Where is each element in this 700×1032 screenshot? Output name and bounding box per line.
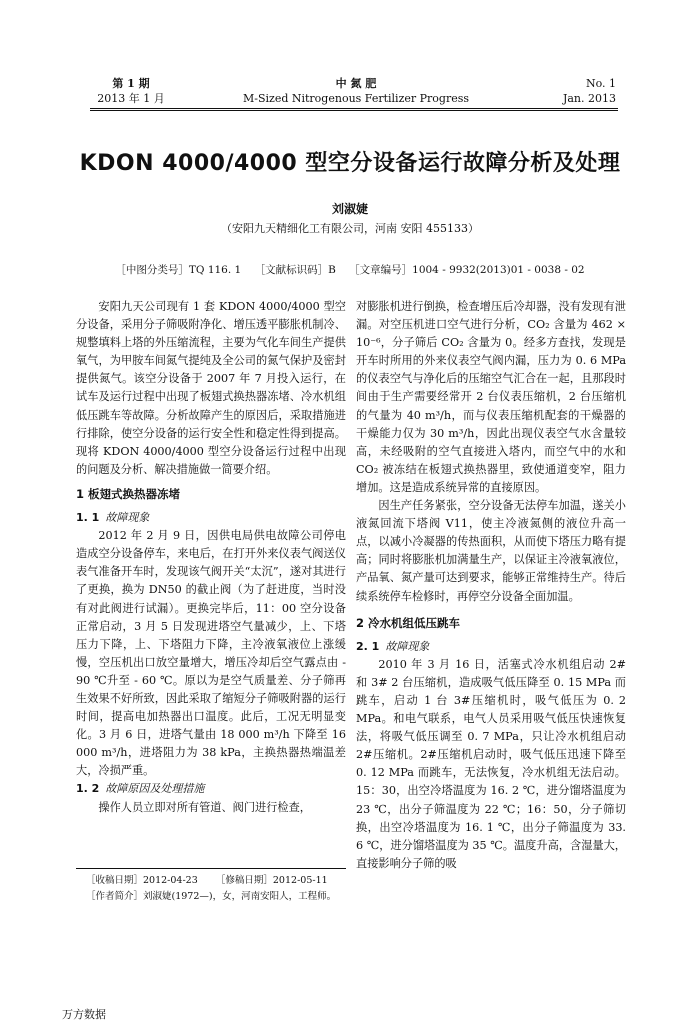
measure-paragraph: 因生产任务紧张，空分设备无法停车加温，遂关小液氮回流下塔阀 V11，使主冷液氮侧的液位升高一点，以减小冷凝器的传热面积，从而使下塔压力略有提高；同时将膨胀机加满量生产，以保证主冷液氧液位，产品氧、氮产量可达到要求，能够正常维持生产。待后续系统停车检修时，再停空分设备全面加温。 — [356, 499, 626, 603]
classification-line: ［中图分类号］TQ 116. 1 ［文献标识码］B ［文章编号］1004 - 9932(2013)01 - 0038 - 02 — [115, 264, 585, 276]
footnote-dates: ［收稿日期］2012-04-23 ［修稿日期］2012-05-11 — [86, 875, 328, 886]
header-left — [96, 76, 166, 106]
issue-number: 第 1 期 — [112, 77, 150, 90]
section-2-1-heading — [356, 638, 626, 656]
section-1-1-title: 故障现象 — [105, 511, 150, 525]
section-2-heading: 2 冷水机组低压跳车 — [356, 615, 461, 630]
section-1-2-heading — [76, 780, 346, 798]
affiliation: （安阳九天精细化工有限公司，河南 安阳 455133） — [221, 222, 479, 235]
section-1-1-heading — [76, 509, 346, 527]
journal-title-cn: 中 氮 肥 — [335, 77, 377, 90]
issue-month-en: Jan. 2013 — [562, 92, 616, 105]
header-rule-2 — [90, 110, 618, 111]
header-rule — [90, 108, 618, 109]
watermark-footer: 万方数据 — [62, 1008, 106, 1021]
header-center — [226, 76, 486, 106]
intro-paragraph: 安阳九天公司现有 1 套 KDON 4000/4000 型空分设备，采用分子筛吸附净化、增压透平膨胀机制冷、规整填料上塔的外压缩流程，主要为气化车间生产提供氧气，为甲胺车间氮气提纯及全公司的氮气保护及密封提供氮气。该空分设备于 2007 年 7 月投入运行，在试车及运行过程中出现了板翅式换热器冻堵、冷水机组低压跳车等故障。分析故障产生的原因后，采取措施进行排除，使空分设备的运行安全性和稳定性得到提高。现将 KDON 4000/4000 型空分设备运行过程中出现的问题及分析、解决措施做一简要介绍。 — [76, 300, 346, 476]
section-2-1-number: 2. 1 — [356, 639, 380, 653]
footnote-rule — [76, 868, 346, 869]
journal-title-en: M-Sized Nitrogenous Fertilizer Progress — [242, 92, 470, 105]
section-1-2-title: 故障原因及处理措施 — [105, 782, 205, 796]
article-title: KDON 4000/4000 型空分设备运行故障分析及处理 — [79, 151, 621, 176]
cause-paragraph: 对膨胀机进行倒换，检查增压后冷却器，没有发现有泄漏。对空压机进口空气进行分析，CO₂ 含量为 462 × 10⁻⁶，分子筛后 CO₂ 含量为 0。经多方查找，发现是开车时所用的外来仪表空气阀内漏，压力为 0. 6 MPa 的仪表空气与净化后的压缩空气汇合在一起，且那段时间由于生产需要经常开 2 台仪表压缩机，2 台压缩机的气量为 40 m³/h，而与仪表压缩机配套的干燥器的干燥能力仅为 30 m³/h，因此出现仪表空气水含量较高，未经吸附的空气直接进入塔内，而空气中的水和 CO₂ 被冻结在板翅式换热器里，致使通道变窄，阻力增加。这是造成系统异常的直接原因。 — [356, 300, 626, 494]
author: 刘淑婕 — [331, 202, 368, 216]
header-right — [536, 76, 616, 106]
section-2-1-paragraph: 2010 年 3 月 16 日，活塞式冷水机组启动 2# 和 3# 2 台压缩机，造成吸气低压降至 0. 15 MPa 而跳车，启动 1 台 3#压缩机时，吸气低压为 0. 2 MPa。和电气联系，电气人员采用吸气低压快速恢复法，将吸气低压调至 0. 7 MPa，只让冷水机组启动 2#压缩机。2#压缩机启动时，吸气低压迅速下降至 0. 12 MPa 而跳车，无法恢复，冷水机组无法启动。15：30，出空冷塔温度为 16. 2 ℃，进分馏塔温度为 23 ℃，出分子筛温度为 22 ℃；16：50，分子筛切换，出空冷塔温度为 16. 1 ℃，出分子筛温度为 33. 6 ℃，进分馏塔温度为 35 ℃。温度升高，含湿量大，直接影响分子筛的吸 — [356, 657, 626, 870]
section-1-2-paragraph: 操作人员立即对所有管道、阀门进行检查， — [98, 800, 311, 814]
footnote-author-bio: ［作者简介］刘淑婕(1972—)，女，河南安阳人，工程师。 — [86, 891, 337, 902]
section-2-1-title: 故障现象 — [385, 639, 430, 653]
section-1-heading: 1 板翅式换热器冻堵 — [76, 486, 181, 501]
section-1-1-number: 1. 1 — [76, 511, 100, 525]
section-1-2-number: 1. 2 — [76, 782, 100, 796]
right-column — [356, 298, 626, 873]
issue-no-en: No. 1 — [585, 77, 616, 90]
left-column — [76, 298, 346, 817]
section-1-1-paragraph: 2012 年 2 月 9 日，因供电局供电故障公司停电造成空分设备停车，来电后，在打开外来仪表气阀送仪表气准备开车时，发现该气阀开关“太沉”，遂对其进行了更换，换为 DN50 的截止阀（为了赶进度，当时没有对此阀进行试漏）。更换完毕后，11：00 空分设备正常启动，3 月 5 日发现进塔空气量减少，上、下塔压力下降，上、下塔阻力下降，主冷液氧液位上涨缓慢，空压机出口放空量增大，增压冷却后空气露点由 - 90 ℃升至 - 60 ℃。原以为是空气质量差、分子筛再生效果不好所致，因此采取了缩短分子筛吸附器的运行时间，提高电加热器出口温度。此后，工况无明显变化。3 月 6 日，进塔气量由 18 000 m³/h 下降至 16 000 m³/h，进塔阻力为 38 kPa，主换热器热端温差大，冷损严重。 — [76, 529, 346, 778]
issue-date: 2013 年 1 月 — [97, 92, 165, 105]
